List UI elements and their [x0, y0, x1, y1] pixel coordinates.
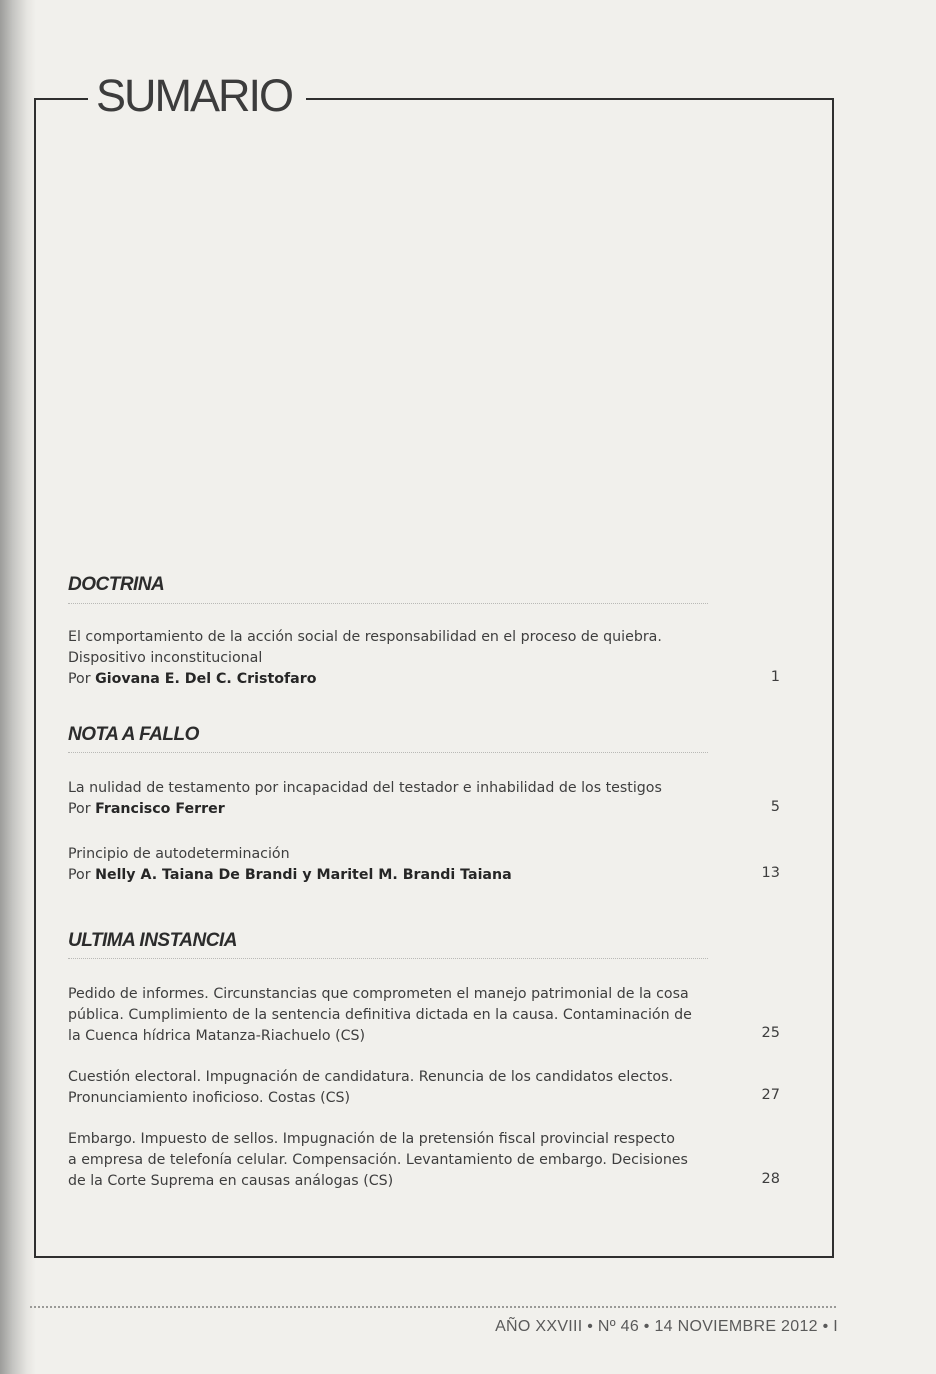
toc-entry — [68, 627, 716, 690]
entry-text-line: Embargo. Impuesto de sellos. Impugnación de la pretensión fiscal provincial respecto — [68, 1131, 675, 1147]
page-number: 5 — [770, 799, 780, 815]
entry-author-line — [68, 799, 716, 820]
author-name: Giovana E. Del C. Cristofaro — [95, 671, 317, 687]
page-number: 1 — [770, 669, 780, 685]
author-name: Nelly A. Taiana De Brandi y Maritel M. Brandi Taiana — [95, 867, 512, 883]
section-heading-ultima-instancia: ULTIMA INSTANCIA — [68, 930, 237, 951]
section-heading-nota-a-fallo: NOTA A FALLO — [68, 724, 199, 745]
toc-entry — [68, 1067, 716, 1109]
footer-divider — [30, 1306, 836, 1308]
entry-text-line: de la Corte Suprema en causas análogas (CS) — [68, 1173, 394, 1189]
page-number: 28 — [761, 1171, 780, 1187]
issue-footer: AÑO XXVIII • Nº 46 • 14 NOVIEMBRE 2012 • I — [495, 1318, 838, 1335]
page-number: 13 — [761, 865, 780, 881]
entry-text-line: La nulidad de testamento por incapacidad del testador e inhabilidad de los testigos — [68, 780, 662, 796]
entry-text-line: Principio de autodeterminación — [68, 846, 290, 862]
entry-text-line: Pronunciamiento inoficioso. Costas (CS) — [68, 1090, 351, 1106]
entry-text-line: Dispositivo inconstitucional — [68, 650, 263, 666]
entry-text-line: a empresa de telefonía celular. Compensación. Levantamiento de embargo. Decisiones — [68, 1152, 688, 1168]
author-name: Francisco Ferrer — [95, 801, 225, 817]
entry-text-line: la Cuenca hídrica Matanza-Riachuelo (CS) — [68, 1028, 366, 1044]
page-number: 25 — [761, 1025, 780, 1041]
page-binding-shadow — [0, 0, 36, 1374]
author-prefix: Por — [68, 671, 96, 687]
toc-entry — [68, 844, 716, 886]
page-title: SUMARIO — [88, 70, 306, 122]
entry-text-line: Cuestión electoral. Impugnación de candidatura. Renuncia de los candidatos electos. — [68, 1069, 673, 1085]
section-divider — [68, 603, 708, 604]
page-number: 27 — [761, 1087, 780, 1103]
entry-author-line — [68, 865, 716, 886]
toc-entry — [68, 984, 716, 1047]
section-divider — [68, 958, 708, 959]
entry-text-line: pública. Cumplimiento de la sentencia definitiva dictada en la causa. Contaminación de — [68, 1007, 692, 1023]
toc-entry — [68, 1129, 716, 1192]
author-prefix: Por — [68, 867, 96, 883]
toc-entry — [68, 778, 716, 820]
entry-text-line: Pedido de informes. Circunstancias que comprometen el manejo patrimonial de la cosa — [68, 986, 689, 1002]
author-prefix: Por — [68, 801, 96, 817]
section-heading-doctrina: DOCTRINA — [68, 574, 165, 595]
entry-author-line — [68, 669, 716, 690]
section-divider — [68, 752, 708, 753]
entry-text-line: El comportamiento de la acción social de responsabilidad en el proceso de quiebra. — [68, 629, 662, 645]
